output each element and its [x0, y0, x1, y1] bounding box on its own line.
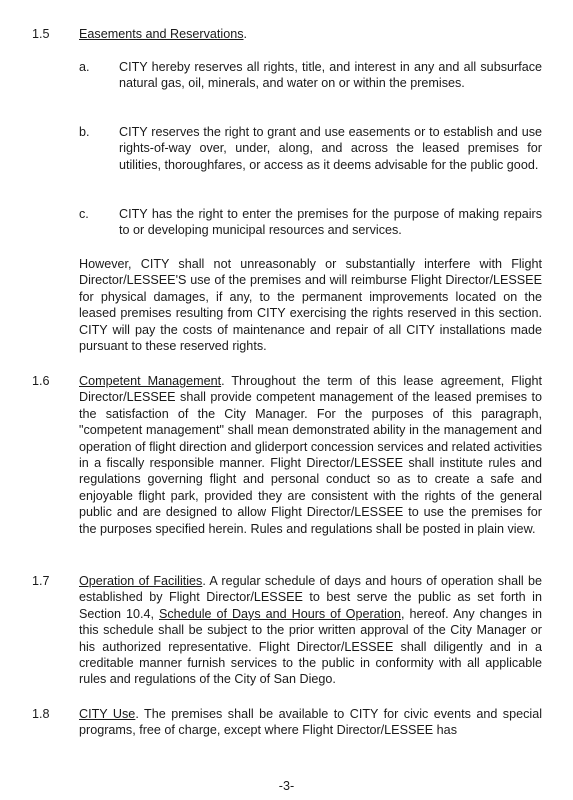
section-1-8 — [32, 706, 542, 739]
section-1-7 — [32, 573, 542, 688]
sub-letter: b. — [79, 125, 90, 139]
section-text-b: , hereof. Any changes in this schedule shall be subject to the prior written approval of the City Manager or his authorized representative. Flight Director/LESSEE shall diligently and in a creditable manner furnish services to the public in conformity with all applicable rules and regulations of the City of San Diego. — [79, 606, 543, 687]
section-heading: CITY Use — [79, 707, 136, 721]
section-1-5-header — [32, 26, 542, 42]
sub-letter: c. — [79, 207, 89, 221]
section-number: 1.5 — [32, 27, 50, 41]
page-number: -3- — [278, 779, 295, 793]
sub-letter: a. — [79, 60, 90, 74]
section-1-5-closing: However, CITY shall not unreasonably or substantially interfere with Flight Director/LESSEE'S use of the premises and will reimburse Flight Director/LESSEE for physical damages, if any, to the permanent improvements located on the leased premises resulting from CITY exercising the rights reserved in this section. CITY will pay the costs of maintenance and repair of all CITY installations made pursuant to these reserved rights. — [79, 257, 542, 354]
subsection-c — [79, 206, 542, 239]
heading-suffix: . — [243, 27, 248, 41]
section-heading: Easements and Reservations — [79, 27, 244, 41]
subsection-b — [79, 124, 542, 173]
subsection-a — [79, 59, 542, 92]
section-heading: Operation of Facilities — [79, 574, 203, 588]
sub-text: CITY reserves the right to grant and use easements or to establish and use rights-of-way over, under, along, and across the leased premises for utilities, thoroughfares, or access as it deems advisable for the public good. — [119, 125, 542, 172]
section-reference: Schedule of Days and Hours of Operation — [158, 606, 401, 621]
sub-text: CITY hereby reserves all rights, title, and interest in any and all subsurface natural gas, oil, minerals, and water on or within the premises. — [119, 60, 542, 91]
section-number: 1.6 — [32, 374, 50, 388]
section-number: 1.7 — [32, 574, 50, 588]
sub-text: CITY has the right to enter the premises for the purpose of making repairs to or developing municipal resources and services. — [119, 207, 542, 238]
section-1-6 — [32, 373, 542, 537]
section-number: 1.8 — [32, 707, 50, 721]
section-text: . The premises shall be available to CITY for civic events and special programs, free of charge, except where Flight Director/LESSEE has — [79, 707, 542, 738]
section-text-a: . A regular schedule of days and hours of operation shall be established by Flight Director/LESSEE to best serve the public as set forth in Section 10.4, — [79, 574, 542, 621]
section-heading: Competent Management — [79, 374, 222, 388]
section-text: . Throughout the term of this lease agreement, Flight Director/LESSEE shall provide competent management of the leased premises to the satisfaction of the City Manager. For the purposes of this paragraph, "competent management" shall mean demonstrated ability in the management and operation of flight direction and gliderport concession services and related activities in a fiscally responsible manner. Flight Director/LESSEE shall institute rules and regulations governing flight and personal conduct so as to create a safe and enjoyable flight park, provided they are consistent with the rights of the general public and are designed to allow Flight Director/LESSEE to use the premises for the purposes specified herein. Rules and regulations shall be posted in plain view. — [79, 374, 542, 536]
